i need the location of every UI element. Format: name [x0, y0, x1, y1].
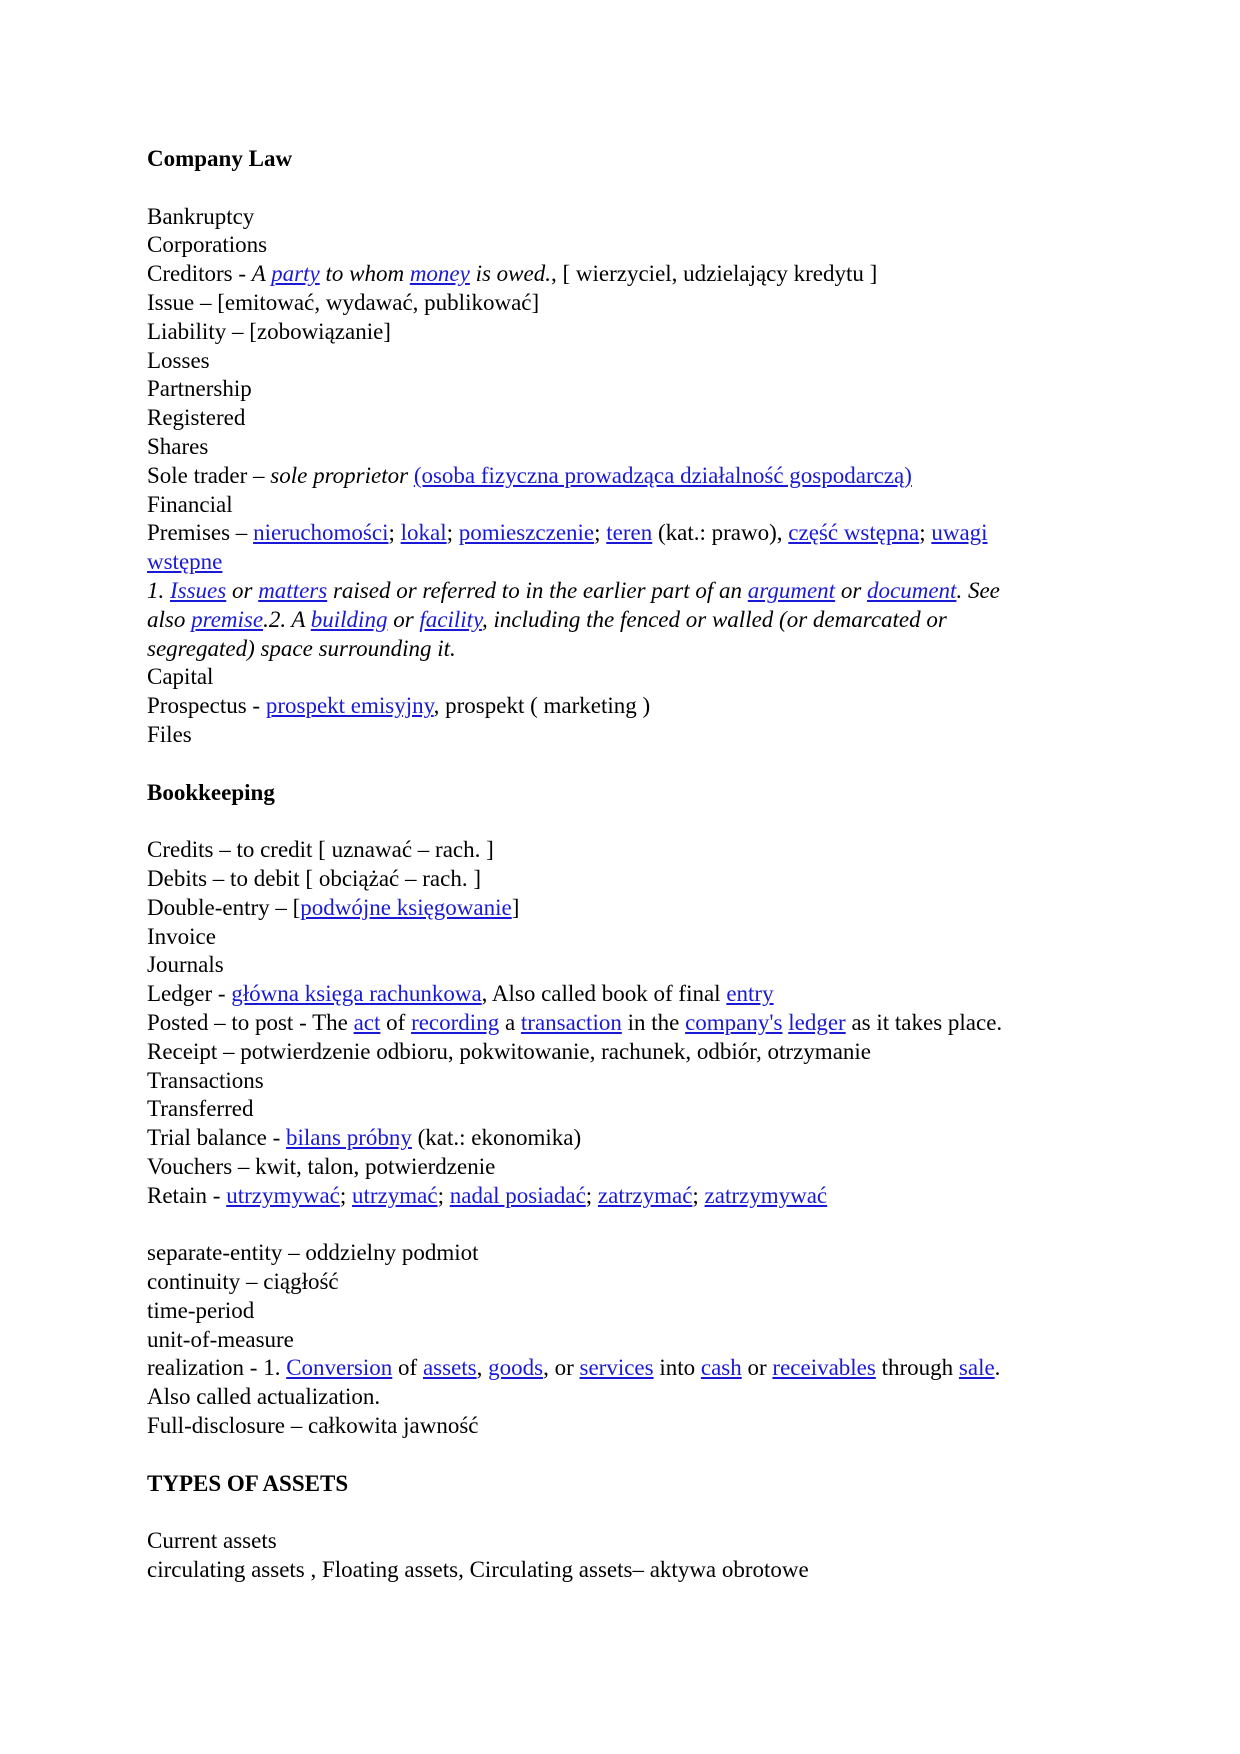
- term-corporations: Corporations: [147, 232, 268, 258]
- term-capital: Capital: [147, 664, 214, 690]
- term-double-entry: Double-entry – [podwójne księgowanie]: [147, 894, 520, 920]
- term-continuity: continuity – ciągłość: [147, 1269, 339, 1295]
- link-nadal-posiadac[interactable]: nadal posiadać: [449, 1182, 586, 1208]
- link-building[interactable]: building: [310, 606, 388, 632]
- link-utrzymywac[interactable]: utrzymywać: [226, 1182, 340, 1208]
- link-goods[interactable]: goods: [488, 1355, 544, 1381]
- term-actualization: Also called actualization.: [147, 1384, 381, 1410]
- term-current-assets: Current assets: [147, 1528, 277, 1554]
- link-sole-trader-translation[interactable]: (osoba fizyczna prowadząca działalność gospodarczą): [413, 462, 912, 488]
- link-cash[interactable]: cash: [700, 1355, 742, 1381]
- link-conversion[interactable]: Conversion: [286, 1355, 393, 1381]
- term-unit-of-measure: unit-of-measure: [147, 1326, 294, 1352]
- term-ledger: Ledger - główna księga rachunkowa, Also called book of final entry: [147, 981, 774, 1007]
- link-receivables[interactable]: receivables: [772, 1355, 876, 1381]
- term-invoice: Invoice: [147, 923, 216, 949]
- link-zatrzymywac[interactable]: zatrzymywać: [704, 1182, 828, 1208]
- link-wstepne[interactable]: wstępne: [147, 549, 223, 575]
- link-party[interactable]: party: [271, 261, 320, 287]
- premises-definition-2: also premise.2. A building or facility, including the fenced or walled (or demarcated or: [147, 606, 947, 632]
- link-prospekt-emisyjny[interactable]: prospekt emisyjny: [265, 693, 434, 719]
- term-transactions: Transactions: [147, 1067, 264, 1093]
- link-teren[interactable]: teren: [606, 520, 653, 546]
- link-act[interactable]: act: [353, 1009, 381, 1035]
- link-transaction[interactable]: transaction: [520, 1009, 622, 1035]
- link-ledger[interactable]: ledger: [788, 1009, 846, 1035]
- link-entry[interactable]: entry: [726, 981, 774, 1007]
- term-losses: Losses: [147, 347, 210, 373]
- link-recording[interactable]: recording: [411, 1009, 500, 1035]
- section-heading-company-law: Company Law: [147, 146, 293, 171]
- term-premises: Premises – nieruchomości; lokal; pomieszczenie; teren (kat.: prawo), część wstępna; uwagi: [147, 520, 988, 546]
- term-creditors: Creditors - A party to whom money is owed., [ wierzyciel, udzielający kredytu ]: [147, 261, 878, 287]
- link-assets[interactable]: assets: [422, 1355, 477, 1381]
- link-lokal[interactable]: lokal: [400, 520, 447, 546]
- premises-definition-1: 1. Issues or matters raised or referred to in the earlier part of an argument or document. See: [147, 577, 1000, 603]
- term-financial: Financial: [147, 491, 233, 517]
- link-facility[interactable]: facility: [419, 606, 483, 632]
- term-realization: realization - 1. Conversion of assets, goods, or services into cash or receivables through sale.: [147, 1355, 1001, 1381]
- term-partnership: Partnership: [147, 376, 252, 402]
- link-pomieszczenie[interactable]: pomieszczenie: [458, 520, 595, 546]
- term-posted: Posted – to post - The act of recording a transaction in the company's ledger as it takes place.: [147, 1009, 1003, 1035]
- term-registered: Registered: [147, 405, 246, 431]
- term-journals: Journals: [147, 952, 224, 978]
- link-issues[interactable]: Issues: [170, 577, 227, 603]
- section-heading-bookkeeping: Bookkeeping: [147, 779, 275, 805]
- term-files: Files: [147, 721, 192, 747]
- link-czesc-wstepna[interactable]: część wstępna: [788, 520, 920, 546]
- link-uwagi[interactable]: uwagi: [931, 520, 988, 546]
- term-time-period: time-period: [147, 1297, 255, 1323]
- link-matters[interactable]: matters: [258, 577, 328, 603]
- term-retain: Retain - utrzymywać; utrzymać; nadal posiadać; zatrzymać; zatrzymywać: [147, 1182, 828, 1208]
- link-zatrzymac[interactable]: zatrzymać: [597, 1182, 693, 1208]
- link-glowna-ksiega[interactable]: główna księga rachunkowa: [231, 981, 482, 1007]
- link-sale[interactable]: sale: [958, 1355, 995, 1381]
- link-document[interactable]: document: [867, 577, 957, 603]
- term-premises-cont: [147, 548, 1107, 577]
- link-premise[interactable]: premise: [191, 606, 264, 632]
- section-heading-types-of-assets: TYPES OF ASSETS: [147, 1470, 349, 1496]
- link-companys[interactable]: company's: [685, 1009, 783, 1035]
- term-transferred: Transferred: [147, 1096, 254, 1122]
- term-circulating-assets: circulating assets , Floating assets, Circulating assets– aktywa obrotowe: [147, 1557, 809, 1583]
- term-debits: Debits – to debit [ obciążać – rach. ]: [147, 865, 482, 891]
- term-trial-balance: Trial balance - bilans próbny (kat.: ekonomika): [147, 1125, 582, 1151]
- term-issue: Issue – [emitować, wydawać, publikować]: [147, 289, 540, 315]
- document-page: [147, 145, 1107, 1585]
- link-argument[interactable]: argument: [747, 577, 836, 603]
- term-full-disclosure: Full-disclosure – całkowita jawność: [147, 1413, 479, 1439]
- term-liability: Liability – [zobowiązanie]: [147, 318, 391, 344]
- term-sole-trader: Sole trader – sole proprietor (osoba fizyczna prowadząca działalność gospodarczą): [147, 462, 912, 488]
- link-podwojne-ksiegowanie[interactable]: podwójne księgowanie: [300, 894, 512, 920]
- term-separate-entity: separate-entity – oddzielny podmiot: [147, 1240, 479, 1266]
- term-vouchers: Vouchers – kwit, talon, potwierdzenie: [147, 1153, 496, 1179]
- term-shares: Shares: [147, 433, 209, 459]
- link-money[interactable]: money: [409, 261, 470, 287]
- link-utrzymac[interactable]: utrzymać: [352, 1182, 438, 1208]
- link-services[interactable]: services: [579, 1355, 654, 1381]
- link-nieruchomosci[interactable]: nieruchomości: [253, 520, 389, 546]
- term-prospectus: Prospectus - prospekt emisyjny, prospekt ( marketing ): [147, 693, 651, 719]
- link-bilans-probny[interactable]: bilans próbny: [286, 1125, 412, 1151]
- term-bankruptcy: Bankruptcy: [147, 203, 255, 229]
- premises-definition-3: segregated) space surrounding it.: [147, 635, 456, 661]
- term-credits: Credits – to credit [ uznawać – rach. ]: [147, 837, 494, 863]
- term-receipt: Receipt – potwierdzenie odbioru, pokwitowanie, rachunek, odbiór, otrzymanie: [147, 1038, 871, 1064]
